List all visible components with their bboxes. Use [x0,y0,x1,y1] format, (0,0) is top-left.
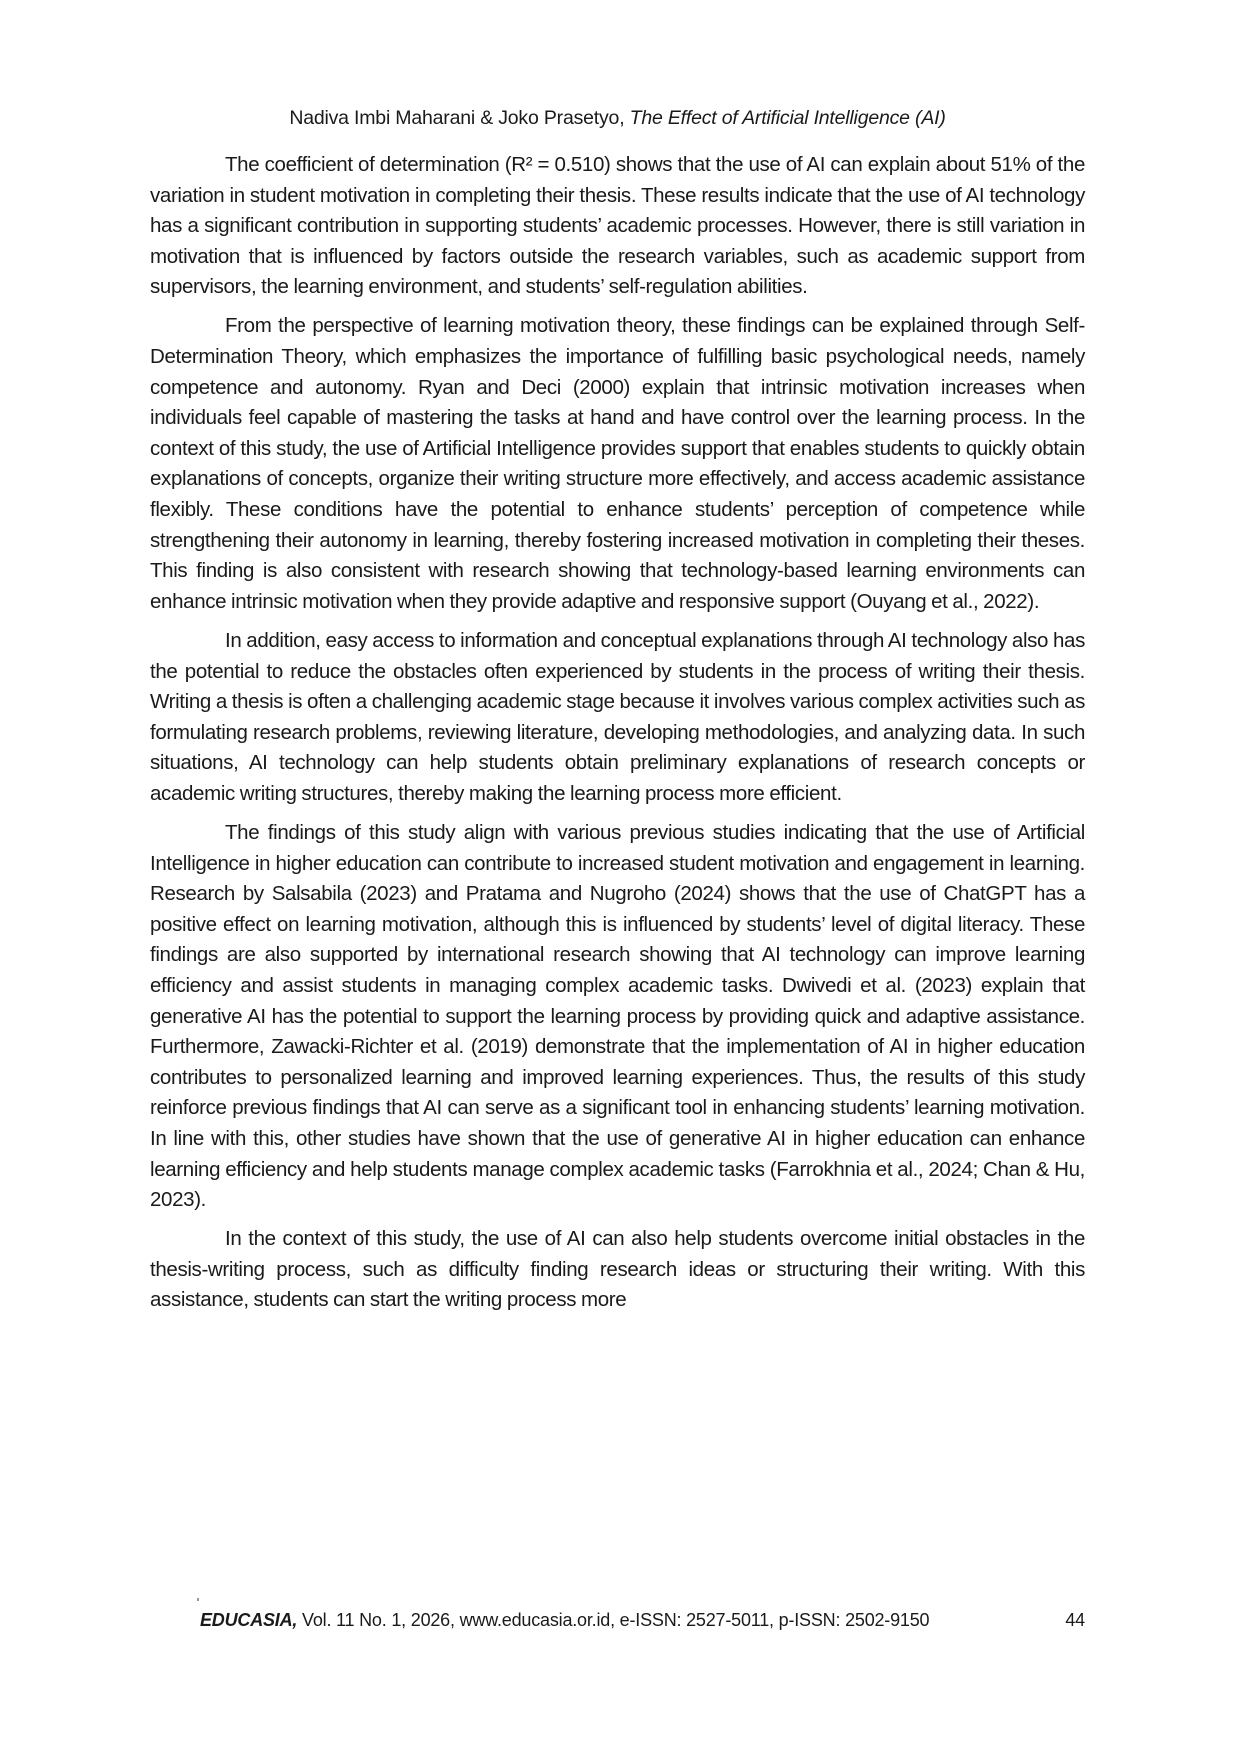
footer-journal-name: EDUCASIA, [200,1610,298,1630]
paragraph-access-to-information: In addition, easy access to information and conceptual explanations through AI technology also has the potential to reduce the obstacles often experienced by students in the process of writing their thesis. Writing a thesis is often a challenging academic stage because it involves various complex activities such as formulating research problems, reviewing literature, developing methodologies, and analyzing data. In such situations, AI technology can help students obtain preliminary explanations of research concepts or academic writing structures, thereby making the learning process more efficient. [150,628,1085,805]
page-footer [200,1607,1085,1633]
header-short-title: The Effect of Artificial Intelligence (AI) [629,107,946,129]
body-text [150,150,1085,1324]
header-authors: Nadiva Imbi Maharani & Joko Prasetyo, [289,107,630,129]
paragraph-previous-studies: The findings of this study align with various previous studies indicating that the use of Artificial Intelligence in higher education can contribute to increased student motivation and engagement in learning. Research by Salsabila (2023) and Pratama and Nugroho (2024) shows that the use of ChatGPT has a positive effect on learning motivation, although this is influenced by students’ level of digital literacy. These findings are also supported by international research showing that AI technology can improve learning efficiency and assist students in managing complex academic tasks. Dwivedi et al. (2023) explain that generative AI has the potential to support the learning process by providing quick and adaptive assistance. Furthermore, Zawacki-Richter et al. (2019) demonstrate that the implementation of AI in higher education contributes to personalized learning and improved learning experiences. Thus, the results of this study reinforce previous findings that AI can serve as a significant tool in enhancing students’ learning motivation. In line with this, other studies have shown that the use of generative AI in higher education can enhance learning efficiency and help students manage complex academic tasks (Farrokhnia et al., 2024; Chan & Hu, 2023). [150,820,1085,1212]
paragraph-self-determination-theory: From the perspective of learning motivation theory, these findings can be explained through Self-Determination Theory, which emphasizes the importance of fulfilling basic psychological needs, namely competence and autonomy. Ryan and Deci (2000) explain that intrinsic motivation increases when individuals feel capable of mastering the tasks at hand and have control over the learning process. In the context of this study, the use of Artificial Intelligence provides support that enables students to quickly obtain explanations of concepts, organize their writing structure more effectively, and access academic assistance flexibly. These conditions have the potential to enhance students’ perception of competence while strengthening their autonomy in learning, thereby fostering increased motivation in completing their theses. This finding is also consistent with research showing that technology-based learning environments can enhance intrinsic motivation when they provide adaptive and responsive support (Ouyang et al., 2022). [150,314,1085,613]
paragraph-initial-obstacles: In the context of this study, the use of AI can also help students overcome initial obstacles in the thesis-writing process, such as difficulty finding research ideas or structuring their writing. With this assistance, students can start the writing process more [150,1227,1085,1312]
footer-citation: Vol. 11 No. 1, 2026, www.educasia.or.id, e-ISSN: 2527-5011, p-ISSN: 2502-9150 [297,1610,930,1630]
page-number: 44 [1065,1610,1085,1630]
running-header [150,104,1085,132]
footer-mark [197,1598,199,1601]
paragraph-coefficient-of-determination: The coefficient of determination (R² = 0.510) shows that the use of AI can explain about 51% of the variation in student motivation in completing their thesis. These results indicate that the use of AI technology has a significant contribution in supporting students’ academic processes. However, there is still variation in motivation that is influenced by factors outside the research variables, such as academic support from supervisors, the learning environment, and students’ self-regulation abilities. [150,153,1085,299]
footer-citation-line [200,1607,929,1633]
